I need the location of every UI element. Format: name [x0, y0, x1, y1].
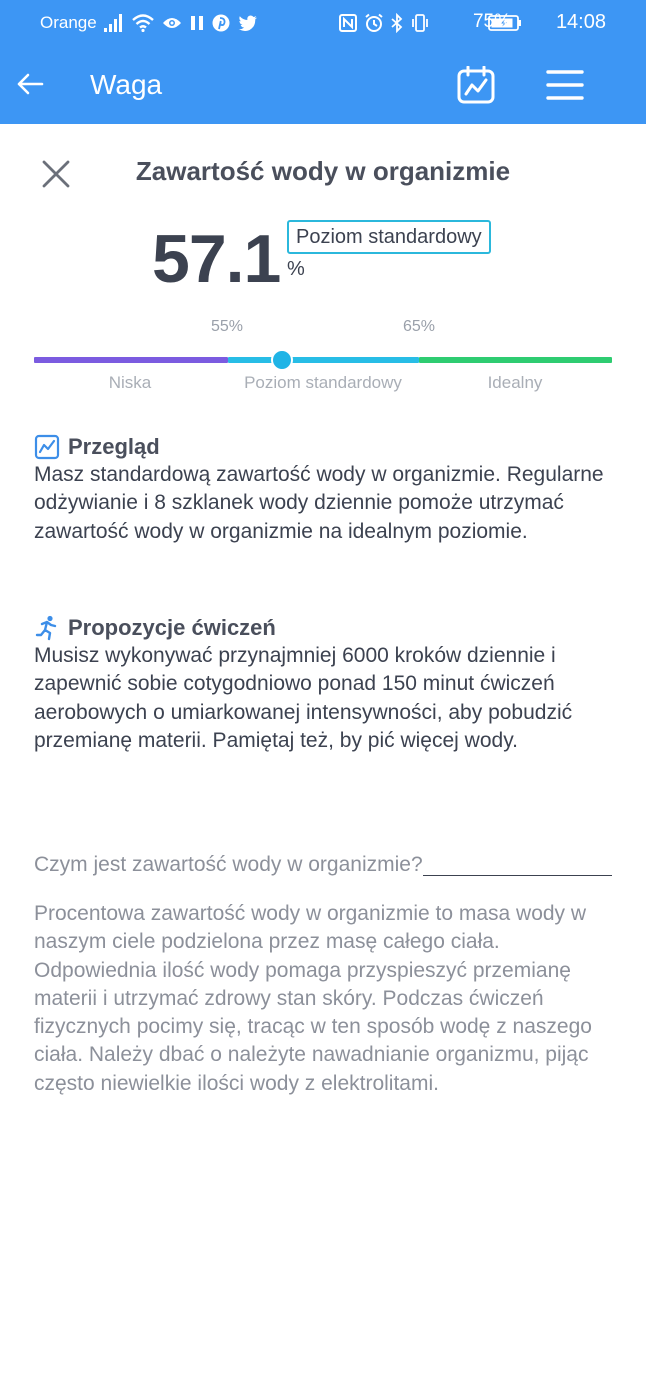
level-badge: Poziom standardowy	[287, 220, 491, 254]
info-answer: Procentowa zawartość wody w organizmie to masa wody w naszym ciele podzielona przez masę całego ciała. Odpowiednia ilość wody pomaga przyspieszyć przemianę materii i utrzymać zdrowy stan skóry. Podczas ćwiczeń fizycznych pocimy się, tracąc w ten sposób wodę z naszego ciała. Należy dbać o należyte nawadnianie organizmu, pijąc często niewielkie ilości wody z elektrolitami.	[34, 902, 592, 1095]
value-unit: %	[287, 258, 305, 280]
overview-text: Masz standardową zawartość wody w organizmie. Regularne odżywianie i 8 szklanek wody dziennie pomoże utrzymać zawartość wody w organizmie na idealnym poziomie.	[34, 463, 604, 543]
exercise-header	[34, 613, 276, 643]
vibrate-icon	[410, 13, 430, 33]
close-icon	[41, 159, 71, 189]
exercise-text: Musisz wykonywać przynajmniej 6000 kroków dziennie i zapewnić sobie cotygodniowo ponad 150 minut ćwiczeń aerobowych o umiarkowanej intensywności, aby pobudzić przemianę materii. Pamiętaj też, by pić więcej wody.	[34, 644, 573, 752]
divider	[423, 875, 612, 876]
scale-bar-ideal	[419, 357, 612, 363]
app-bar	[0, 46, 646, 124]
trend-chart-button[interactable]	[453, 62, 499, 108]
eye-icon	[162, 16, 182, 30]
status-bar	[0, 0, 646, 46]
info-question-text: Czym jest zawartość wody w organizmie?	[34, 853, 423, 876]
overview-title: Przegląd	[68, 434, 160, 459]
alarm-icon	[364, 13, 384, 33]
pinterest-icon	[212, 14, 230, 32]
pause-icon	[190, 15, 204, 31]
hamburger-menu-icon	[546, 69, 584, 101]
clock: 14:08	[555, 11, 606, 33]
nfc-icon	[338, 13, 358, 33]
back-button[interactable]	[10, 64, 50, 104]
scale-tick-high: 65%	[402, 318, 436, 335]
water-content-value: 57.1	[152, 221, 281, 297]
status-icons-left	[104, 12, 258, 34]
zone-label-standard: Poziom standardowy	[244, 373, 402, 392]
scale-bar-standard	[228, 357, 419, 363]
trend-chart-icon	[34, 434, 60, 460]
scale-bar-low	[34, 357, 228, 363]
zone-label-low: Niska	[108, 373, 152, 392]
info-question	[34, 852, 612, 878]
page-title: Zawartość wody w organizmie	[135, 156, 511, 186]
signal-icon	[104, 14, 124, 32]
menu-button[interactable]	[542, 64, 588, 106]
twitter-icon	[238, 15, 258, 31]
carrier-label: Orange	[40, 13, 97, 32]
running-person-icon	[34, 615, 60, 641]
scale-tick-low: 55%	[210, 318, 244, 335]
wifi-icon	[132, 14, 154, 32]
overview-header	[34, 432, 160, 462]
calendar-chart-icon	[457, 66, 495, 104]
scale-marker	[271, 349, 293, 371]
arrow-left-icon	[16, 72, 44, 96]
exercise-title: Propozycje ćwiczeń	[68, 615, 276, 640]
battery-percentage: 75%	[472, 11, 511, 32]
zone-label-ideal: Idealny	[487, 373, 543, 392]
close-button[interactable]	[36, 154, 76, 194]
app-bar-title: Waga	[90, 69, 163, 100]
bluetooth-icon	[390, 13, 404, 33]
